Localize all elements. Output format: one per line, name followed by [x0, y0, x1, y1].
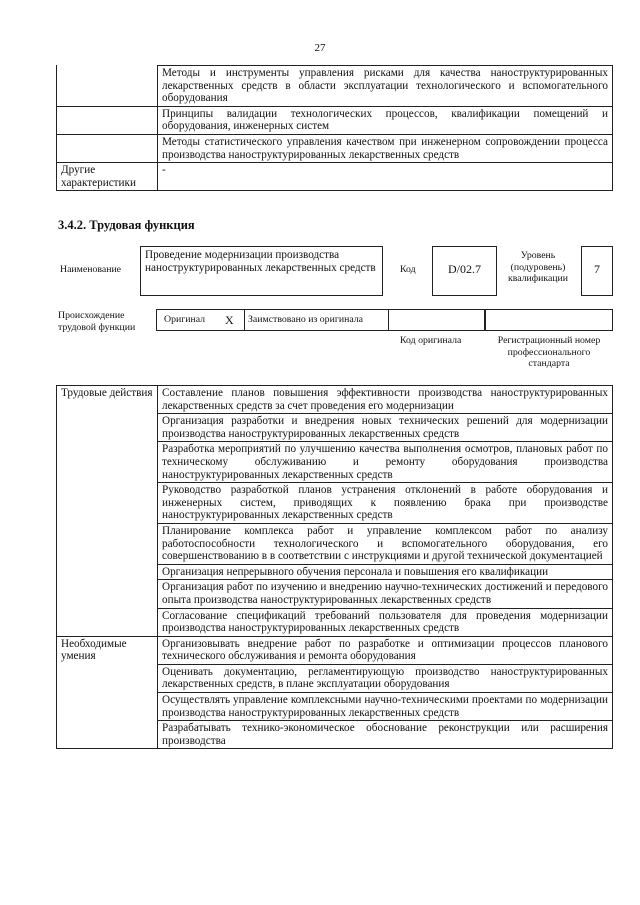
origin-row — [156, 309, 613, 331]
skill-item: Разрабатывать технико-экономическое обоснование реконструкции или расширения производства — [158, 721, 613, 749]
row-text: Методы статистического управления качеством при инженерном сопровождении процесса производства наноструктурированных лекарственных средств — [158, 134, 613, 162]
row-label — [57, 134, 158, 162]
code-original-caption: Код оригинала — [400, 335, 462, 346]
labor-action-item: Планирование комплекса работ и управление комплексом работ по анализу работоспособности технологического и вспомогательного оборудования, его совершенствованию в в соответствии с инструкциями и другой технической документацией — [158, 523, 613, 564]
row-text: - — [158, 163, 613, 191]
row-text: Принципы валидации технологических процессов, квалификации помещений и оборудования, инженерных систем — [158, 106, 613, 134]
labor-actions-label: Трудовые действия — [57, 386, 158, 637]
table-row — [57, 636, 613, 664]
origin-mark: X — [225, 313, 234, 327]
labor-action-item: Организация непрерывного обучения персонала и повышения его квалификации — [158, 564, 613, 580]
table-row — [57, 106, 613, 134]
table-row — [57, 386, 613, 414]
labor-action-item: Составление планов повышения эффективности производства наноструктурированных лекарственных средств за счет проведения его модернизации — [158, 386, 613, 414]
row-label — [57, 106, 158, 134]
skill-item: Осуществлять управление комплексными научно-техническими проектами по модернизации производства наноструктурированных лекарственных средств — [158, 693, 613, 721]
labor-action-item: Согласование спецификаций требований пользователя для проведения модернизации производства наноструктурированных лекарственных средств — [158, 608, 613, 636]
table-row — [57, 163, 613, 191]
level-label: Уровень (подуровень) квалификации — [507, 250, 569, 284]
row-label: Другие характеристики — [57, 163, 158, 191]
labor-action-item: Разработка мероприятий по улучшению качества выполнения осмотров, плановых работ по техническому обслуживанию и ремонту оборудования производства наноструктурированных лекарственных средств — [158, 442, 613, 483]
labor-action-item: Организация разработки и внедрения новых технических решений для модернизации производства наноструктурированных лекарственных средств — [158, 414, 613, 442]
origin-label: Происхождение трудовой функции — [58, 310, 136, 333]
labor-action-item: Руководство разработкой планов устранения отклонений в работе оборудования и инженерных систем, приводящих к появлению брака при производстве наноструктурированных лекарственных средств — [158, 483, 613, 524]
name-label: Наименование — [60, 264, 122, 275]
section-title: 3.4.2. Трудовая функция — [58, 218, 195, 232]
function-code-box: D/02.7 — [432, 246, 497, 296]
skills-label: Необходимые умения — [57, 636, 158, 749]
origin-code-cell — [389, 309, 485, 331]
knowledge-table-continued — [56, 65, 613, 191]
table-row — [57, 66, 613, 107]
table-row — [57, 134, 613, 162]
origin-original-cell — [156, 309, 244, 331]
origin-original-text: Оригинал — [164, 314, 206, 325]
function-name-box: Проведение модернизации производства наноструктурированных лекарственных средств — [140, 246, 383, 296]
skill-item: Организовывать внедрение работ по разработке и оптимизации процессов планового технического обслуживания и ремонта оборудования — [158, 636, 613, 664]
row-label — [57, 66, 158, 107]
skill-item: Оценивать документацию, регламентирующую производство наноструктурированных лекарственных средств, в плане эксплуатации оборудования — [158, 664, 613, 692]
labor-action-item: Организация работ по изучению и внедрению научно-технических достижений и передового опыта производства наноструктурированных лекарственных средств — [158, 580, 613, 608]
reg-number-caption: Регистрационный номер профессионального стандарта — [497, 335, 601, 369]
function-level-box: 7 — [581, 246, 613, 296]
origin-borrowed-cell: Заимствовано из оригинала — [244, 309, 389, 331]
page-number: 27 — [314, 42, 326, 54]
function-details-table — [56, 385, 613, 749]
code-label: Код — [400, 264, 416, 275]
row-text: Методы и инструменты управления рисками для качества наноструктурированных лекарственных средств в области эксплуатации технологического и вспомогательного оборудования — [158, 66, 613, 107]
origin-reg-cell — [485, 309, 613, 331]
